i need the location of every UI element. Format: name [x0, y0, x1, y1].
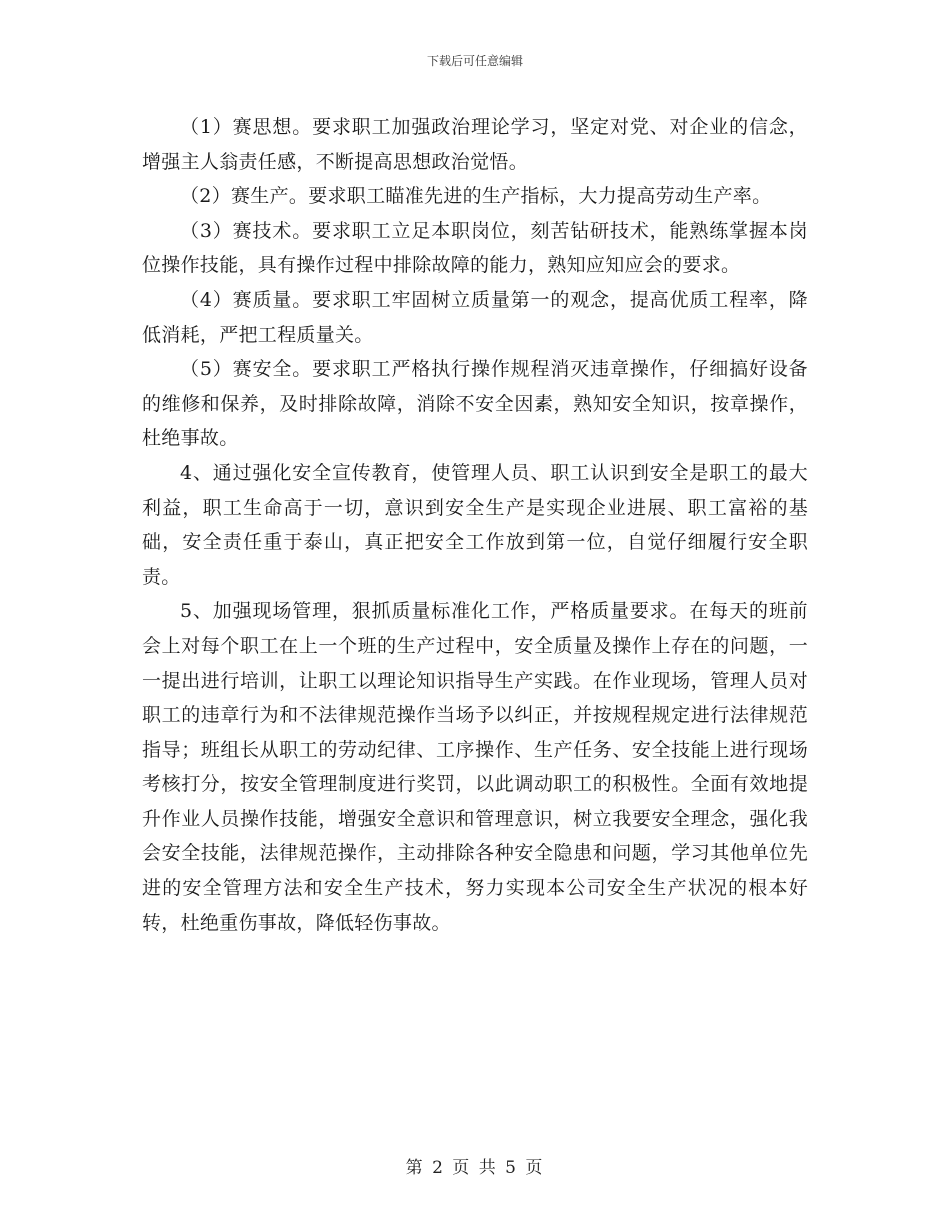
paragraph-compete-safety: （5）赛安全。要求职工严格执行操作规程消灭违章操作，仔细搞好设备的维修和保养，及时排除故障，消除不安全因素，熟知安全知识，按章操作，杜绝事故。 [142, 358, 808, 450]
page-header: 下载后可任意编辑 [426, 54, 523, 68]
paragraph-compete-quality: （4）赛质量。要求职工牢固树立质量第一的观念，提高优质工程率，降低消耗，严把工程质量关。 [142, 288, 808, 346]
paragraph-compete-thought: （1）赛思想。要求职工加强政治理论学习，坚定对党、对企业的信念，增强主人翁责任感，不断提高思想政治觉悟。 [142, 116, 808, 173]
paragraph-compete-technique: （3）赛技术。要求职工立足本职岗位，刻苦钻研技术，能熟练掌握本岗位操作技能，具有操作过程中排除故障的能力，熟知应知应会的要求。 [142, 219, 808, 277]
paragraph-safety-education: 4、通过强化安全宣传教育，使管理人员、职工认识到安全是职工的最大利益，职工生命高于一切，意识到安全生产是实现企业进展、职工富裕的基础，安全责任重于泰山，真正把安全工作放到第一位，自觉仔细履行安全职责。 [142, 461, 808, 588]
paragraph-compete-production: （2）赛生产。要求职工瞄准先进的生产指标，大力提高劳动生产率。 [180, 185, 772, 208]
document-body [142, 110, 808, 940]
page-number: 第 2 页 共 5 页 [405, 1158, 545, 1178]
paragraph-site-management: 5、加强现场管理，狠抓质量标准化工作，严格质量要求。在每天的班前会上对每个职工在上一个班的生产过程中，安全质量及操作上存在的问题，一一提出进行培训，让职工以理论知识指导生产实践。在作业现场，管理人员对职工的违章行为和不法律规范操作当场予以纠正，并按规程规定进行法律规范指导；班组长从职工的劳动纪律、工序操作、生产任务、安全技能上进行现场考核打分，按安全管理制度进行奖罚，以此调动职工的积极性。全面有效地提升作业人员操作技能，增强安全意识和管理意识，树立我要安全理念，强化我会安全技能，法律规范操作，主动排除各种安全隐患和问题，学习其他单位先进的安全管理方法和安全生产技术，努力实现本公司安全生产状况的根本好转，杜绝重伤事故，降低轻伤事故。 [142, 600, 808, 934]
